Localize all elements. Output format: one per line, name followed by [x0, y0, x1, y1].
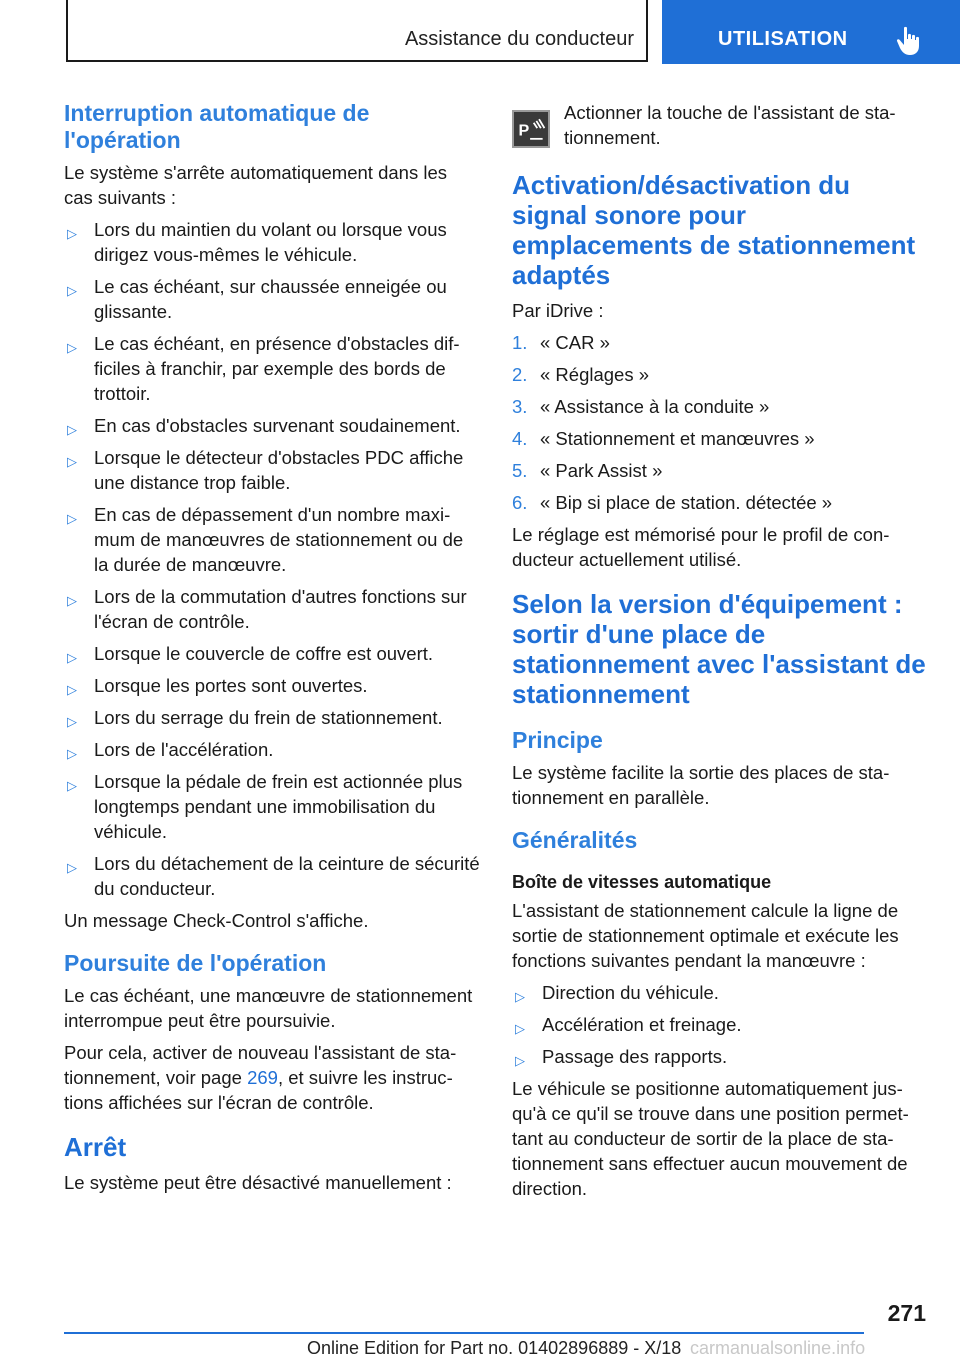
triangle-bullet-icon: ▷: [515, 989, 525, 1004]
list-item: ▷ Lorsque la pédale de frein est actionnée plus longtemps pendant une immobilisation du véhicule.: [67, 771, 463, 842]
generalites-p2: Le véhicule se positionne automatiquement jusqu'à ce qu'il se trouve dans une position permettant au conducteur de sortir de la place de stationnement sans effectuer aucun mouvement de direction.: [512, 1078, 909, 1199]
generalites-p1: L'assistant de stationnement calcule la ligne de sortie de stationnement optimale et exécute les fonctions suivantes pendant la manœuvre :: [512, 900, 899, 971]
triangle-bullet-icon: ▷: [67, 714, 77, 729]
action-text: Actionner la touche de l'assistant de stationnement.: [564, 102, 896, 148]
poursuite-p2: Pour cela, activer de nouveau l'assistant de stationnement, voir page 269, et suivre les instructions affichées sur l'écran de contrôle.: [64, 1042, 457, 1113]
svg-text:P: P: [518, 121, 530, 140]
triangle-bullet-icon: ▷: [67, 593, 77, 608]
heading-generalites: Généralités: [512, 827, 638, 853]
interruption-list: [64, 217, 480, 901]
footer-divider: [64, 1332, 864, 1334]
list-item: ▷ En cas de dépassement d'un nombre maximum de manœuvres de stationnement ou de la durée de manœuvre.: [67, 504, 464, 575]
heading-selon: Selon la version d'équipement : sortir d'une place de stationnement avec l'assistant de stationnement: [512, 589, 926, 709]
triangle-bullet-icon: ▷: [67, 422, 77, 437]
heading-activation: Activation/désactivation du signal sonore pour emplacements de stationnement adaptés: [512, 170, 916, 290]
action-row: [512, 100, 928, 150]
heading-principe: Principe: [512, 727, 603, 753]
heading-arret: Arrêt: [64, 1132, 127, 1162]
list-item: ▷ Accélération et freinage.: [512, 1012, 928, 1037]
pointing-hand-icon: [896, 26, 924, 56]
footer-edition: Online Edition for Part no. 01402896889 - X/18: [307, 1338, 682, 1358]
triangle-bullet-icon: ▷: [515, 1053, 525, 1068]
triangle-bullet-icon: ▷: [67, 778, 77, 793]
list-item: ▷ Lors de la commutation d'autres fonctions sur l'écran de contrôle.: [67, 586, 467, 632]
heading-boite-vitesses: Boîte de vitesses automatique: [512, 872, 772, 892]
interruption-intro: Le système s'arrête automatiquement dans les cas suivants :: [64, 162, 447, 208]
triangle-bullet-icon: ▷: [67, 746, 77, 761]
triangle-bullet-icon: ▷: [67, 860, 77, 875]
activation-steps: [512, 330, 928, 515]
list-item: 2. « Réglages »: [512, 364, 650, 385]
arret-p1: Le système peut être désactivé manuellement :: [64, 1172, 452, 1193]
triangle-bullet-icon: ▷: [67, 226, 77, 241]
header-chapter-tab: [662, 0, 960, 64]
list-item: 4. « Stationnement et manœuvres »: [512, 428, 815, 449]
parking-assistant-button-icon: [512, 110, 550, 148]
watermark: carmanualsonline.info: [690, 1338, 866, 1358]
generalites-list: [512, 980, 928, 1069]
triangle-bullet-icon: ▷: [67, 283, 77, 298]
list-item: ▷ Lors du détachement de la ceinture de sécurité du conducteur.: [67, 853, 480, 899]
list-item: ▷ En cas d'obstacles survenant soudainement.: [64, 413, 480, 438]
list-item: ▷ Lors de l'accélération.: [64, 737, 480, 762]
header-section-box: [66, 0, 648, 62]
list-item: 1. « CAR »: [512, 332, 610, 353]
list-item: ▷ Lors du serrage du frein de stationnement.: [64, 705, 480, 730]
activation-intro: Par iDrive :: [512, 300, 604, 321]
list-item: ▷ Direction du véhicule.: [512, 980, 928, 1005]
page-reference-link[interactable]: 269: [247, 1067, 278, 1088]
triangle-bullet-icon: ▷: [67, 650, 77, 665]
triangle-bullet-icon: ▷: [67, 340, 77, 355]
list-item: 3. « Assistance à la conduite »: [512, 396, 770, 417]
list-item: ▷ Lorsque le détecteur d'obstacles PDC affiche une distance trop faible.: [67, 447, 464, 493]
poursuite-p1: Le cas échéant, une manœuvre de stationnement interrompue peut être poursuivie.: [64, 985, 473, 1031]
list-item: ▷ Lorsque le couvercle de coffre est ouvert.: [64, 641, 480, 666]
principe-p1: Le système facilite la sortie des places de stationnement en parallèle.: [512, 762, 890, 808]
interruption-outro: Un message Check-Control s'affiche.: [64, 910, 369, 931]
triangle-bullet-icon: ▷: [67, 511, 77, 526]
list-item: ▷ Le cas échéant, en présence d'obstacles difficiles à franchir, par exemple des bords de trottoir.: [67, 333, 460, 404]
left-column: [64, 100, 480, 1202]
triangle-bullet-icon: ▷: [67, 454, 77, 469]
list-item: ▷ Passage des rapports.: [512, 1044, 928, 1069]
activation-outro: Le réglage est mémorisé pour le profil de conducteur actuellement utilisé.: [512, 524, 890, 570]
header-chapter-label: UTILISATION: [718, 28, 848, 50]
page-header: [0, 0, 960, 66]
page-number: 271: [887, 1300, 926, 1326]
header-section-title: Assistance du conducteur: [404, 28, 634, 50]
heading-poursuite: Poursuite de l'opération: [64, 950, 327, 976]
list-item: ▷ Lorsque les portes sont ouvertes.: [64, 673, 480, 698]
triangle-bullet-icon: ▷: [515, 1021, 525, 1036]
list-item: 6. « Bip si place de station. détectée »: [512, 492, 833, 513]
right-column: [512, 100, 928, 1208]
list-item: ▷ Lors du maintien du volant ou lorsque vous dirigez vous-mêmes le véhicule.: [67, 219, 447, 265]
list-item: 5. « Park Assist »: [512, 460, 663, 481]
list-item: ▷ Le cas échéant, sur chaussée enneigée ou glissante.: [67, 276, 447, 322]
heading-interruption: Interruption automatique de l'opération: [64, 100, 370, 153]
triangle-bullet-icon: ▷: [67, 682, 77, 697]
